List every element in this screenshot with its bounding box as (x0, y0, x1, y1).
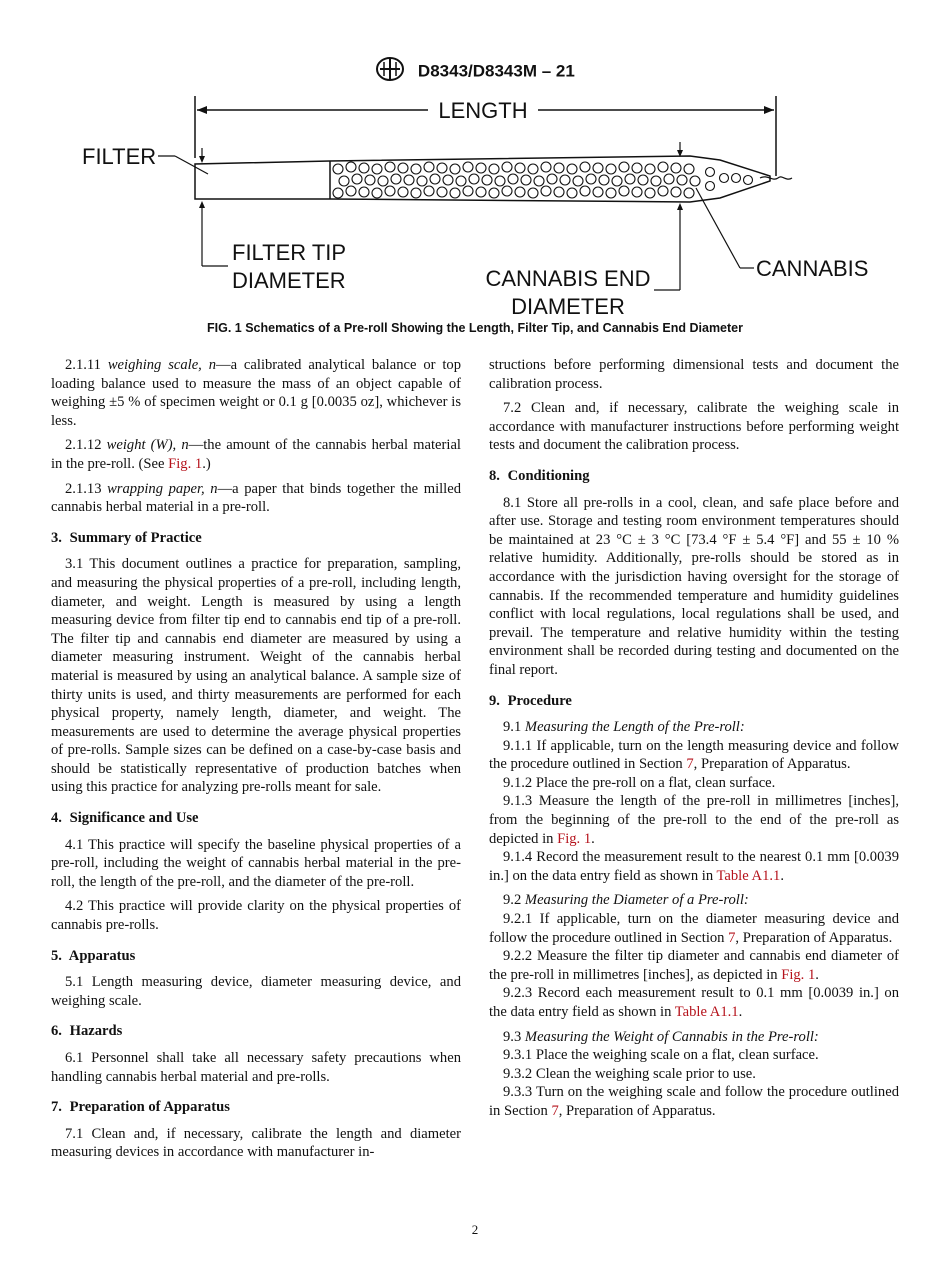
cannabis-particle (489, 164, 499, 174)
fig-1-link[interactable]: Fig. 1 (781, 966, 816, 983)
cannabis-particle (744, 176, 753, 185)
paragraph-9-1-2: 9.1.2 Place the pre-roll on a flat, clean surface. (503, 774, 776, 791)
cannabis-particle (411, 188, 421, 198)
cannabis-particle (404, 175, 414, 185)
cannabis-particle (706, 182, 715, 191)
astm-logo-icon (375, 56, 405, 87)
cannabis-particle (521, 175, 531, 185)
cannabis-particle (346, 162, 356, 172)
paragraph-8-1: 8.1 Store all pre-rolls in a cool, clean, and safe place before and after use. Storage and testing room environment temperatures should be maintained at 23 °C ± 3 °C [73.4 °F ± 5.4 °F] and 55 ± 10 % relative humidity. Additionally, pre-rolls should be stored as in accordance with the jurisdiction having oversight for the storage of cannabis. If the recommended temperature and humidity guidelines conflict with local regulations, local regulations shall be used, and prevail. The temperature and relative humidity within the testing environment shall be recorded during testing and documented on the final report. (489, 494, 899, 678)
cannabis-particle (385, 162, 395, 172)
section-6-heading: 6. Hazards (51, 1023, 123, 1040)
cannabis-particle (671, 187, 681, 197)
cannabis-particle (528, 188, 538, 198)
right-column (489, 356, 899, 1121)
cannabis-particle (443, 175, 453, 185)
cannabis-particle (619, 162, 629, 172)
paragraph-7-1-continued: structions before performing dimensional tests and document the calibration process. (489, 357, 899, 392)
label-cannabis: CANNABIS (756, 256, 869, 281)
cannabis-particle (352, 174, 362, 184)
section-9-heading: 9. Procedure (489, 692, 572, 709)
table-a1-1-link[interactable]: Table A1.1 (674, 1004, 739, 1020)
cannabis-particle (638, 175, 648, 185)
cannabis-particle (645, 164, 655, 174)
cannabis-particle (450, 164, 460, 174)
cannabis-particle (684, 164, 694, 174)
cannabis-particle (502, 162, 512, 172)
cannabis-particle (463, 162, 473, 172)
paragraph-6-1: 6.1 Personnel shall take all necessary safety precautions when handling cannabis herbal material and pre-rolls. (51, 1050, 461, 1085)
cannabis-particle (619, 186, 629, 196)
cannabis-particle (684, 188, 694, 198)
cannabis-particle (430, 174, 440, 184)
paragraph-2-1-11: 2.1.11 weighing scale, n—a calibrated analytical balance or top loading balance used to measure the mass of an object capable of weighing ±5 % of specimen weight or 0.1 g [0.0035 oz], whichever is less. (51, 357, 461, 429)
cannabis-particle (541, 186, 551, 196)
cannabis-particle (706, 168, 715, 177)
paragraph-9-1: 9.1 Measuring the Length of the Pre-roll: (503, 719, 745, 736)
cannabis-particle (463, 186, 473, 196)
paragraph-9-3: 9.3 Measuring the Weight of Cannabis in the Pre-roll: (503, 1028, 819, 1045)
label-filter-tip-1: FILTER TIP (232, 240, 347, 265)
cannabis-particle (469, 174, 479, 184)
paragraph-2-1-13: 2.1.13 wrapping paper, n—a paper that binds together the milled cannabis herbal material in a pre-roll. (51, 480, 462, 516)
paragraph-7-1: 7.1 Clean and, if necessary, calibrate the length and diameter measuring devices in accordance with manufacturer in- (51, 1125, 461, 1161)
cannabis-particle (560, 175, 570, 185)
cannabis-particle (664, 174, 674, 184)
cannabis-particle (554, 187, 564, 197)
cannabis-particle (612, 176, 622, 186)
cannabis-particle (359, 187, 369, 197)
cannabis-particle (547, 174, 557, 184)
cannabis-particle (658, 186, 668, 196)
cannabis-particle (417, 176, 427, 186)
page-number: 2 (471, 1222, 479, 1237)
paragraph-3-1: 3.1 This document outlines a practice for preparation, sampling, and measuring the physical properties of a pre-roll, including length, diameter, and weight. Length is measured by using a length measuring device from filter tip end to cannabis end tip of a pre-roll. The filter tip and cannabis end diameter are measured by using a diameter measuring instrument. Weight of the cannabis herbal material is measured by using an analytical balance. A sample size of thirty units is used, and thirty measurements are performed for each physical property, namely length, diameter, and weight. The measurements are used to determine the average physical properties of pre-rolls. Sample sizes can be defined on a case-by-case basis and should be statistically representative of production batches when using this practice for analyzing pre-rolls meant for sale. (51, 556, 461, 796)
label-filter: FILTER (82, 144, 157, 169)
cannabis-particle (567, 188, 577, 198)
cannabis-particle (437, 187, 447, 197)
cannabis-particle (632, 187, 642, 197)
paragraph-9-2-2: 9.2.2 Measure the filter tip diameter and cannabis end diameter of the pre-roll in millimetres [inches], as depicted in Fig. 1. (489, 948, 899, 983)
paragraph-7-2: 7.2 Clean and, if necessary, calibrate the weighing scale in accordance with manufacturer instructions before performing weight tests and document the calibration process. (489, 400, 899, 454)
cannabis-particle (450, 188, 460, 198)
section-7-link[interactable]: 7 (728, 929, 736, 946)
cannabis-particle (398, 187, 408, 197)
cannabis-particle (456, 176, 466, 186)
pre-roll-schematic (60, 88, 890, 320)
cannabis-particle (476, 187, 486, 197)
paragraph-9-1-4: 9.1.4 Record the measurement result to the nearest 0.1 mm [0.0039 in.] on the data entry field as shown in Table A1.1. (489, 849, 899, 884)
cannabis-particle (677, 175, 687, 185)
paragraph-4-1: 4.1 This practice will specify the baseline physical properties of a pre-roll, including the weight of cannabis herbal material in the pre-roll, the length of the pre-roll, and the diameter of the pre-roll. (51, 836, 461, 890)
cannabis-particle (515, 163, 525, 173)
figure-1 (60, 88, 890, 320)
cannabis-particle (502, 186, 512, 196)
paragraph-9-2: 9.2 Measuring the Diameter of a Pre-roll: (503, 892, 749, 909)
paragraph-5-1: 5.1 Length measuring device, diameter measuring device, and weighing scale. (51, 974, 461, 1009)
label-cannabis-end-1: CANNABIS END (485, 266, 651, 291)
cannabis-particle (593, 187, 603, 197)
page-header (0, 56, 950, 87)
section-7-heading: 7. Preparation of Apparatus (51, 1099, 230, 1116)
left-column (51, 356, 461, 1168)
cannabis-particle (515, 187, 525, 197)
cannabis-particle (593, 163, 603, 173)
section-7-link[interactable]: 7 (551, 1102, 559, 1119)
standard-designation: D8343/D8343M – 21 (417, 61, 575, 81)
cannabis-particle (424, 186, 434, 196)
cannabis-particle (333, 188, 343, 198)
fig-1-link[interactable]: Fig. 1 (557, 830, 592, 847)
cannabis-particle (398, 163, 408, 173)
cannabis-particle (411, 164, 421, 174)
cannabis-particle (333, 164, 343, 174)
cannabis-particle (632, 163, 642, 173)
label-filter-tip-2: DIAMETER (232, 268, 346, 293)
cannabis-particle (365, 175, 375, 185)
cannabis-particle (495, 176, 505, 186)
cannabis-particle (645, 188, 655, 198)
fig-1-link[interactable]: Fig. 1 (168, 455, 203, 472)
cannabis-particle (586, 174, 596, 184)
cannabis-particle (658, 162, 668, 172)
paragraph-4-2: 4.2 This practice will provide clarity on the physical properties of cannabis pre-rolls. (51, 898, 461, 934)
section-3-heading: 3. Summary of Practice (51, 529, 202, 546)
cannabis-particle (508, 174, 518, 184)
paragraph-9-3-2: 9.3.2 Clean the weighing scale prior to use. (503, 1065, 756, 1082)
cannabis-particle (606, 164, 616, 174)
cannabis-particle (690, 176, 700, 186)
cannabis-particle (391, 174, 401, 184)
cannabis-particle (567, 164, 577, 174)
cannabis-particle (541, 162, 551, 172)
cannabis-particle (554, 163, 564, 173)
label-length: LENGTH (438, 98, 528, 123)
cannabis-particle (580, 186, 590, 196)
cannabis-particle (385, 186, 395, 196)
paragraph-9-3-3: 9.3.3 Turn on the weighing scale and follow the procedure outlined in Section 7, Preparation of Apparatus. (489, 1084, 899, 1119)
cannabis-particle (651, 176, 661, 186)
cannabis-particle (606, 188, 616, 198)
paragraph-9-2-1: 9.2.1 If applicable, turn on the diameter measuring device and follow the procedure outlined in Section 7, Preparation of Apparatus. (489, 911, 899, 946)
label-cannabis-end-2: DIAMETER (511, 294, 625, 319)
cannabis-particle (625, 174, 635, 184)
cannabis-particle (359, 163, 369, 173)
cannabis-particle (372, 164, 382, 174)
cannabis-particle (482, 175, 492, 185)
cannabis-particle (437, 163, 447, 173)
cannabis-particle (372, 188, 382, 198)
figure-caption: FIG. 1 Schematics of a Pre-roll Showing the Length, Filter Tip, and Cannabis End Diameter (207, 321, 743, 335)
cannabis-particle (573, 176, 583, 186)
paragraph-9-1-3: 9.1.3 Measure the length of the pre-roll in millimetres [inches], from the beginning of the pre-roll to the end of the pre-roll as depicted in Fig. 1. (489, 793, 899, 847)
section-5-heading: 5. Apparatus (51, 947, 136, 964)
cannabis-particle (671, 163, 681, 173)
cannabis-particle (720, 174, 729, 183)
paragraph-2-1-12: 2.1.12 weight (W), n—the amount of the cannabis herbal material in the pre-roll. (See Fig. 1.) (51, 437, 461, 472)
cannabis-particle (424, 162, 434, 172)
cannabis-particle (489, 188, 499, 198)
cannabis-particles (333, 162, 753, 198)
cannabis-particle (580, 162, 590, 172)
cannabis-particle (534, 176, 544, 186)
paragraph-9-2-3: 9.2.3 Record each measurement result to 0.1 mm [0.0039 in.] on the data entry field as shown in Table A1.1. (489, 985, 899, 1020)
cannabis-particle (732, 174, 741, 183)
section-8-heading: 8. Conditioning (489, 467, 590, 484)
cannabis-particle (378, 176, 388, 186)
cannabis-particle (599, 175, 609, 185)
paragraph-9-3-1: 9.3.1 Place the weighing scale on a flat, clean surface. (503, 1047, 819, 1064)
section-7-link[interactable]: 7 (686, 756, 694, 773)
paragraph-9-1-1: 9.1.1 If applicable, turn on the length measuring device and follow the procedure outlined in Section 7, Preparation of Apparatus. (489, 737, 899, 773)
cannabis-particle (339, 176, 349, 186)
cannabis-particle (346, 186, 356, 196)
cannabis-particle (476, 163, 486, 173)
section-4-heading: 4. Significance and Use (51, 810, 199, 827)
cannabis-particle (528, 164, 538, 174)
table-a1-1-link[interactable]: Table A1.1 (716, 867, 781, 884)
